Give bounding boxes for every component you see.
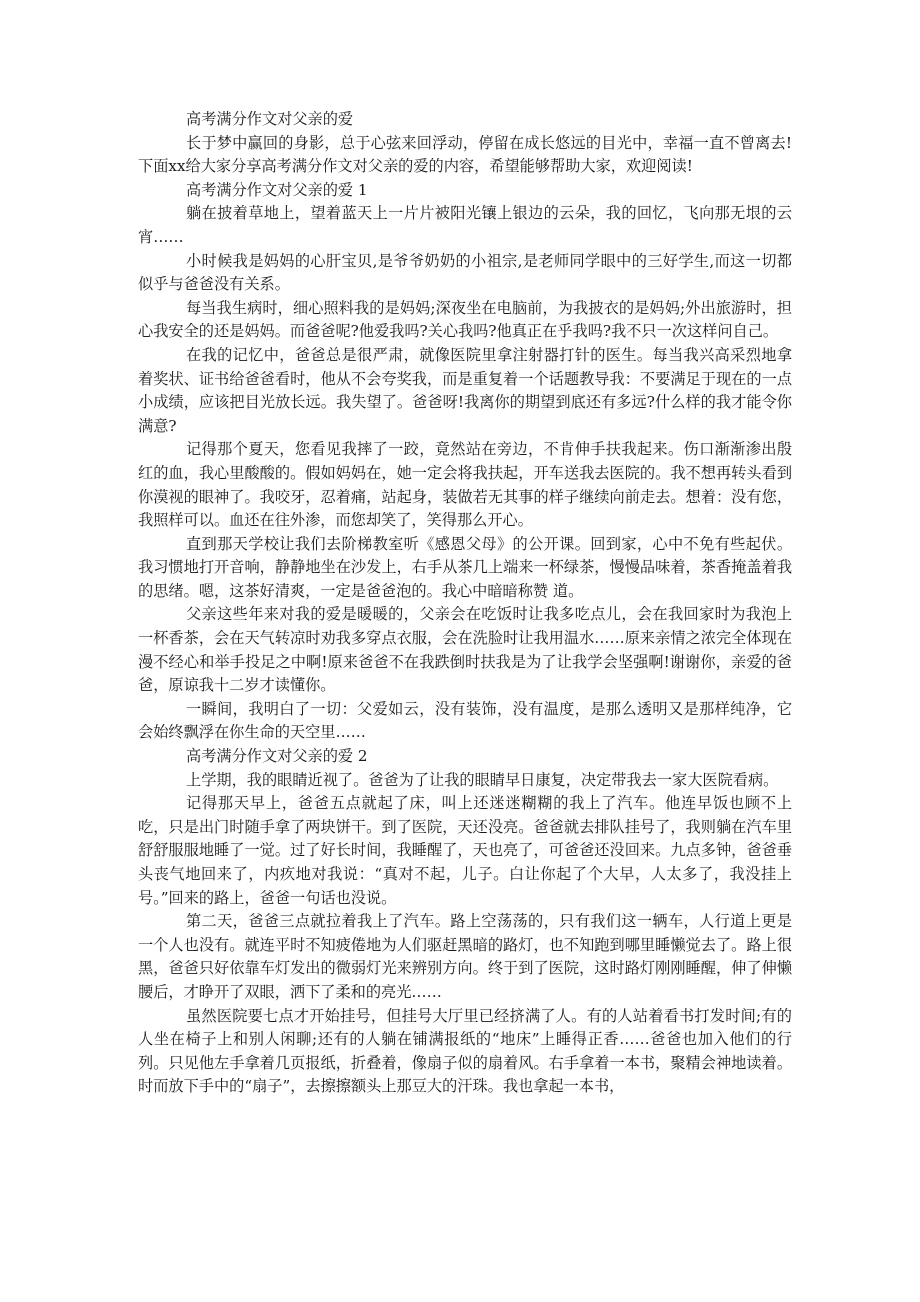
section-1-paragraph: 记得那个夏天，您看见我摔了一跤，竟然站在旁边，不肯伸手扶我起来。伤口渐渐渗出殷红的血，我心里酸酸的。假如妈妈在，她一定会将我扶起，开车送我去医院的。我不想再转头看到你漠视的眼神了。我咬牙，忍着痛，站起身，装做若无其事的样子继续向前走去。想着：没有您，我照样可以。血还在往外渗，而您却笑了，笑得那么开心。 bbox=[138, 440, 792, 530]
section-1-paragraph: 直到那天学校让我们去阶梯教室听《感恩父母》的公开课。回到家，心中不免有些起伏。我习惯地打开音响，静静地坐在沙发上，右手从茶几上端来一杯绿茶，慢慢品味着，茶香掩盖着我的思绪。嗯，这茶好清爽，一定是爸爸泡的。我心中暗暗称赞 道。 bbox=[138, 534, 792, 600]
section-1-paragraph: 一瞬间，我明白了一切：父爱如云，没有装饰，没有温度，是那么透明又是那样纯净，它会始终飘浮在你生命的天空里…… bbox=[138, 699, 792, 742]
section-1-paragraph: 小时候我是妈妈的心肝宝贝,是爷爷奶奶的小祖宗,是老师同学眼中的三好学生,而这一切都似乎与爸爸没有关系。 bbox=[138, 251, 792, 294]
section-2-paragraph: 第二天，爸爸三点就拉着我上了汽车。路上空荡荡的，只有我们这一辆车，人行道上更是一个人也没有。就连平时不知疲倦地为人们驱赶黑暗的路灯，也不知跑到哪里睡懒觉去了。路上很黑，爸爸只好依靠车灯发出的微弱灯光来辨别方向。终于到了医院，这时路灯刚刚睡醒，伸了伸懒腰后，才睁开了双眼，洒下了柔和的亮光…… bbox=[138, 912, 792, 1001]
section-2-paragraph: 虽然医院要七点才开始挂号，但挂号大厅里已经挤满了人。有的人站着看书打发时间;有的人坐在椅子上和别人闲聊;还有的人躺在铺满报纸的“地床”上睡得正香……爸爸也加入他们的行列。只见他左手拿着几页报纸，折叠着，像扇子似的扇着风。右手拿着一本书，聚精会神地读着。时而放下手中的“扇子”，去擦擦额头上那豆大的汗珠。我也拿起一本书， bbox=[138, 1006, 792, 1096]
intro-paragraph: 长于梦中赢回的身影，总于心弦来回浮动，停留在成长悠远的目光中，幸福一直不曾离去!下面xx给大家分享高考满分作文对父亲的爱的内容，希望能够帮助大家，欢迎阅读! bbox=[138, 133, 792, 176]
section-1-title: 高考满分作文对父亲的爱 1 bbox=[186, 180, 368, 199]
section-1-paragraph: 父亲这些年来对我的爱是暖暖的，父亲会在吃饭时让我多吃点儿，会在我回家时为我泡上一杯香茶，会在天气转凉时劝我多穿点衣服，会在洗脸时让我用温水……原来亲情之浓完全体现在漫不经心和举手投足之中啊!原来爸爸不在我跌倒时扶我是为了让我学会坚强啊!谢谢你，亲爱的爸爸，原谅我十二岁才读懂你。 bbox=[138, 605, 792, 695]
section-2-paragraph: 记得那天早上，爸爸五点就起了床，叫上还迷迷糊糊的我上了汽车。他连早饭也顾不上吃，只是出门时随手拿了两块饼干。到了医院，天还没亮。爸爸就去排队挂号了，我则躺在汽车里舒舒服服地睡了一觉。过了好长时间，我睡醒了，天也亮了，可爸爸还没回来。九点多钟，爸爸垂头丧气地回来了，内疚地对我说：“真对不起，儿子。白让你起了个大早，人太多了，我没挂上号。”回来的路上，爸爸一句话也没说。 bbox=[138, 794, 792, 907]
section-1-paragraph: 躺在披着草地上，望着蓝天上一片片被阳光镶上银边的云朵，我的回忆，飞向那无垠的云宵…… bbox=[138, 204, 792, 246]
section-1-paragraph: 每当我生病时，细心照料我的是妈妈;深夜坐在电脑前，为我披衣的是妈妈;外出旅游时，担心我安全的还是妈妈。而爸爸呢?他爱我吗?关心我吗?他真正在乎我吗?我不只一次这样问自己。 bbox=[138, 298, 792, 341]
article-title: 高考满分作文对父亲的爱 bbox=[186, 110, 354, 128]
section-2-paragraph: 上学期，我的眼睛近视了。爸爸为了让我的眼睛早日康复，决定带我去一家大医院看病。 bbox=[186, 770, 779, 789]
section-2-title: 高考满分作文对父亲的爱 2 bbox=[186, 747, 368, 766]
section-1-paragraph: 在我的记忆中，爸爸总是很严肃，就像医院里拿注射器打针的医生。每当我兴高采烈地拿着奖状、证书给爸爸看时，他从不会夸奖我，而是重复着一个话题教导我：不要满足于现在的一点小成绩，应该把目光放长远。我失望了。爸爸呀!我离你的期望到底还有多远?什么样的我才能令你满意? bbox=[138, 345, 792, 435]
article-body bbox=[138, 108, 792, 1099]
